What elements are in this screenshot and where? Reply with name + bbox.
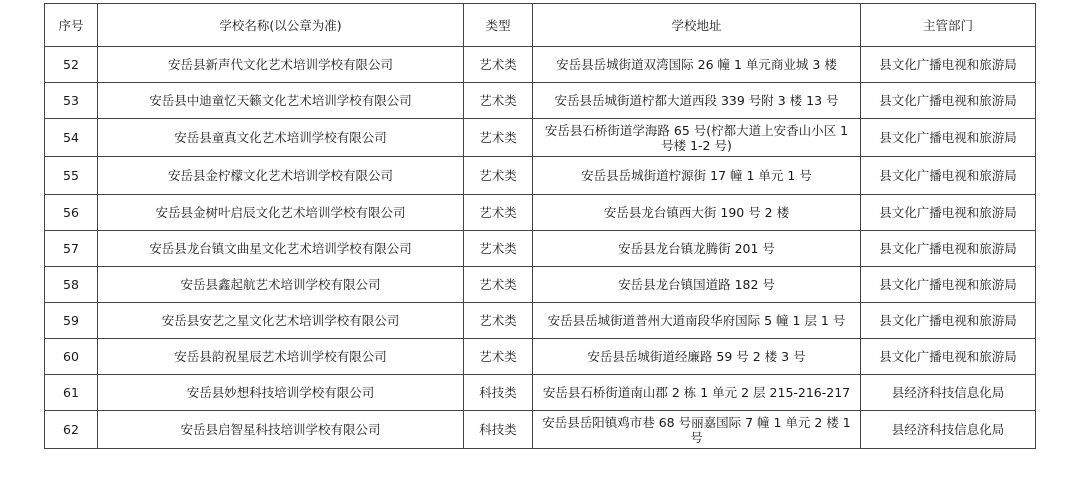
cell-index: 60 [45, 339, 98, 375]
cell-address: 安岳县龙台镇国道路 182 号 [533, 267, 861, 303]
cell-address: 安岳县石桥街道南山郡 2 栋 1 单元 2 层 215-216-217 [533, 375, 861, 411]
cell-school-name: 安岳县鑫起航艺术培训学校有限公司 [98, 267, 464, 303]
cell-department: 县文化广播电视和旅游局 [861, 47, 1036, 83]
cell-type: 艺术类 [464, 195, 533, 231]
cell-department: 县文化广播电视和旅游局 [861, 157, 1036, 195]
cell-department: 县文化广播电视和旅游局 [861, 303, 1036, 339]
cell-index: 52 [45, 47, 98, 83]
cell-address: 安岳县岳城街道双湾国际 26 幢 1 单元商业城 3 楼 [533, 47, 861, 83]
cell-type: 艺术类 [464, 267, 533, 303]
table-row [45, 195, 1036, 231]
cell-type: 艺术类 [464, 47, 533, 83]
cell-department: 县经济科技信息化局 [861, 375, 1036, 411]
cell-school-name: 安岳县中迪童忆天籁文化艺术培训学校有限公司 [98, 83, 464, 119]
cell-school-name: 安岳县韵祝星辰艺术培训学校有限公司 [98, 339, 464, 375]
cell-school-name: 安岳县启智星科技培训学校有限公司 [98, 411, 464, 449]
cell-address: 安岳县岳城街道柠源街 17 幢 1 单元 1 号 [533, 157, 861, 195]
cell-index: 54 [45, 119, 98, 157]
cell-type: 科技类 [464, 411, 533, 449]
table-row [45, 411, 1036, 449]
cell-department: 县文化广播电视和旅游局 [861, 83, 1036, 119]
cell-department: 县文化广播电视和旅游局 [861, 195, 1036, 231]
table-row [45, 375, 1036, 411]
cell-school-name: 安岳县新声代文化艺术培训学校有限公司 [98, 47, 464, 83]
table-row [45, 157, 1036, 195]
header-index: 序号 [45, 4, 98, 47]
cell-school-name: 安岳县妙想科技培训学校有限公司 [98, 375, 464, 411]
cell-department: 县文化广播电视和旅游局 [861, 119, 1036, 157]
cell-index: 58 [45, 267, 98, 303]
table-row [45, 83, 1036, 119]
table-row [45, 267, 1036, 303]
cell-type: 艺术类 [464, 157, 533, 195]
cell-school-name: 安岳县安艺之星文化艺术培训学校有限公司 [98, 303, 464, 339]
table-row [45, 119, 1036, 157]
table-row [45, 339, 1036, 375]
cell-school-name: 安岳县龙台镇文曲星文化艺术培训学校有限公司 [98, 231, 464, 267]
school-list-table [44, 3, 1036, 449]
cell-type: 艺术类 [464, 339, 533, 375]
cell-type: 艺术类 [464, 119, 533, 157]
cell-department: 县文化广播电视和旅游局 [861, 339, 1036, 375]
table-row [45, 47, 1036, 83]
cell-address: 安岳县龙台镇西大街 190 号 2 楼 [533, 195, 861, 231]
cell-index: 61 [45, 375, 98, 411]
cell-type: 科技类 [464, 375, 533, 411]
table-header-row [45, 4, 1036, 47]
cell-index: 53 [45, 83, 98, 119]
cell-department: 县经济科技信息化局 [861, 411, 1036, 449]
cell-address: 安岳县岳城街道经廉路 59 号 2 楼 3 号 [533, 339, 861, 375]
cell-index: 56 [45, 195, 98, 231]
cell-department: 县文化广播电视和旅游局 [861, 267, 1036, 303]
cell-index: 59 [45, 303, 98, 339]
cell-address: 安岳县岳城街道柠都大道西段 339 号附 3 楼 13 号 [533, 83, 861, 119]
cell-school-name: 安岳县金柠檬文化艺术培训学校有限公司 [98, 157, 464, 195]
cell-school-name: 安岳县金树叶启辰文化艺术培训学校有限公司 [98, 195, 464, 231]
cell-school-name: 安岳县童真文化艺术培训学校有限公司 [98, 119, 464, 157]
header-address: 学校地址 [533, 4, 861, 47]
cell-index: 57 [45, 231, 98, 267]
header-type: 类型 [464, 4, 533, 47]
cell-address: 安岳县岳城街道普州大道南段华府国际 5 幢 1 层 1 号 [533, 303, 861, 339]
cell-address: 安岳县石桥街道学海路 65 号(柠都大道上安香山小区 1 号楼 1-2 号) [533, 119, 861, 157]
cell-type: 艺术类 [464, 83, 533, 119]
cell-index: 55 [45, 157, 98, 195]
table-row [45, 303, 1036, 339]
cell-index: 62 [45, 411, 98, 449]
cell-type: 艺术类 [464, 303, 533, 339]
header-school-name: 学校名称(以公章为准) [98, 4, 464, 47]
table-row [45, 231, 1036, 267]
cell-address: 安岳县龙台镇龙腾街 201 号 [533, 231, 861, 267]
header-department: 主管部门 [861, 4, 1036, 47]
cell-type: 艺术类 [464, 231, 533, 267]
cell-address: 安岳县岳阳镇鸡市巷 68 号丽嘉国际 7 幢 1 单元 2 楼 1 号 [533, 411, 861, 449]
cell-department: 县文化广播电视和旅游局 [861, 231, 1036, 267]
